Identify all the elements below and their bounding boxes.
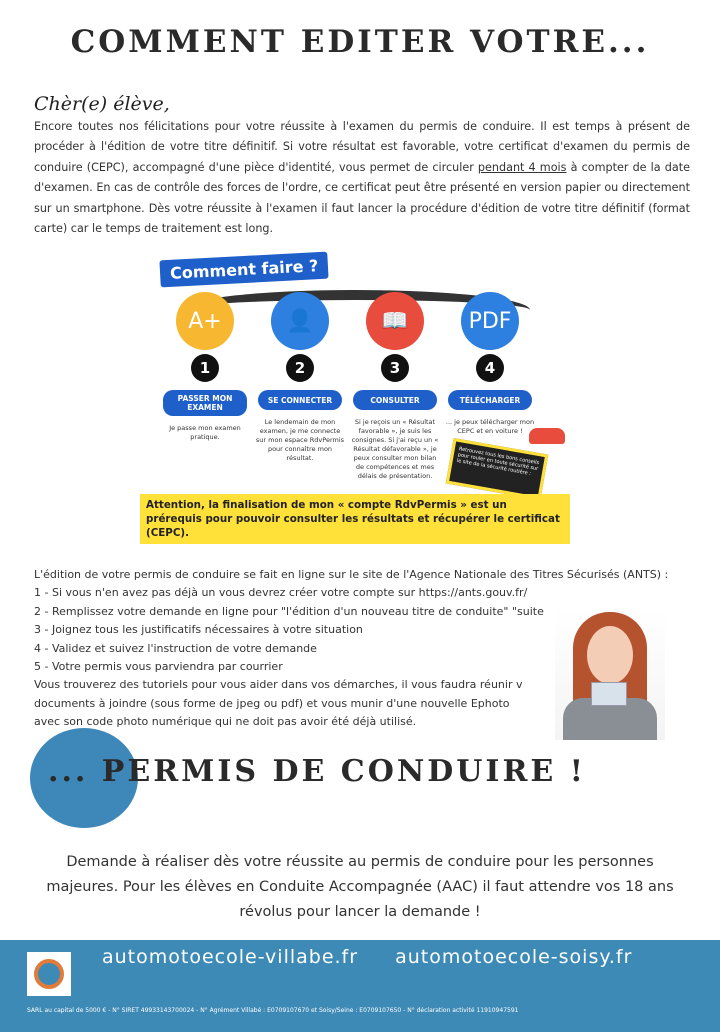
permis-title: ... PERMIS DE CONDUIRE ! xyxy=(48,754,586,789)
step-label: SE CONNECTER xyxy=(258,390,342,410)
step-3 xyxy=(350,292,440,481)
infographic xyxy=(146,250,575,539)
step-number: 3 xyxy=(381,354,409,382)
tutorial-text: avec son code photo numérique qui ne doit pas avoir été déjà utilisé. xyxy=(34,715,417,729)
step-4 xyxy=(445,292,535,436)
school-logo xyxy=(27,952,71,996)
infographic-heading: Comment faire ? xyxy=(159,252,329,288)
intro-text-end: à compter de la date d'examen. En cas de contrôle des forces de l'ordre, ce certificat peut être présenté en version papier ou directement sur un smartphone. Dès votre réussite à l'examen il faut lancer la procédure d'édition de votre titre définitif (format carte) car le temps de traitement est long. xyxy=(34,160,690,236)
license-card-image xyxy=(591,682,627,706)
step-number: 2 xyxy=(286,354,314,382)
demand-note: Demande à réaliser dès votre réussite au permis de conduire pour les personnes majeures. Pour les élèves en Conduite Accompagnée (AAC) il faut attendre vos 18 ans révolus pour lancer la demande ! xyxy=(46,854,674,920)
warning-banner: Attention, la finalisation de mon « compte RdvPermis » est un prérequis pour pouvoir consulter les résultats et récupérer le certificat (CEPC). xyxy=(140,494,570,544)
instructions xyxy=(34,566,669,732)
step-icon: A+ xyxy=(176,292,234,350)
instruction-step: 1 - Si vous n'en avez pas déjà un vous devrez créer votre compte sur https://ants.gouv.fr/ xyxy=(34,586,528,600)
site-link-villabe[interactable]: automotoecole-villabe.fr xyxy=(102,946,359,968)
site-link-soisy[interactable]: automotoecole-soisy.fr xyxy=(395,946,633,968)
step-label: TÉLÉCHARGER xyxy=(448,390,532,410)
step-icon: 👤 xyxy=(271,292,329,350)
intro-underlined: pendant 4 mois xyxy=(477,160,567,174)
page-title: COMMENT EDITER VOTRE... xyxy=(70,24,650,60)
step-2 xyxy=(255,292,345,463)
instruction-step: 5 - Votre permis vous parviendra par courrier xyxy=(34,660,283,674)
safety-box: Retrouvez tous les bons conseils pour rouler en toute sécurité sur le site de la sécurité routière : xyxy=(446,438,549,500)
car-icon xyxy=(529,428,565,444)
step-icon: 📖 xyxy=(366,292,424,350)
step-icon: PDF xyxy=(461,292,519,350)
step-label: CONSULTER xyxy=(353,390,437,410)
instructions-intro: L'édition de votre permis de conduire se fait en ligne sur le site de l'Agence Nationale des Titres Sécurisés (ANTS) : xyxy=(34,568,669,581)
step-number: 1 xyxy=(191,354,219,382)
step-description: Je passe mon examen pratique. xyxy=(169,424,241,441)
instruction-step: 4 - Validez et suivez l'instruction de votre demande xyxy=(34,641,317,655)
step-description: Si je reçois un « Résultat favorable », je suis les consignes. Si j'ai reçu un « Résultat défavorable », je peux consulter mon bilan de compétences et mes délais de présentation. xyxy=(351,418,439,480)
tutorial-text: documents à joindre (sous forme de jpeg ou pdf) et vous munir d'une nouvelle Ephoto xyxy=(34,696,510,710)
intro-paragraph xyxy=(34,117,690,239)
tutorial-text: Vous trouverez des tutoriels pour vous aider dans vos démarches, il vous faudra réunir v xyxy=(34,678,523,692)
greeting: Chèr(e) élève, xyxy=(34,93,170,115)
student-photo xyxy=(555,606,665,740)
footer xyxy=(0,940,720,1032)
legal-info: SARL au capital de 5000 € - N° SIRET 49933143700024 - N° Agrément Villabé : E0709107670 et Soisy/Seine : E0709107650 - N° déclaration activité 11910947591 xyxy=(27,1007,519,1014)
step-description: ... je peux télécharger mon CEPC et en voiture ! xyxy=(445,418,535,435)
step-number: 4 xyxy=(476,354,504,382)
step-1 xyxy=(160,292,250,442)
intro-text: Encore toutes nos félicitations pour votre réussite à l'examen du permis de conduire. Il est temps à présent de procéder à l'édition de votre titre définitif. Si votre résultat est favorable, votre certificat d'examen du permis de conduire (CEPC), accompagné d'une pièce d'identité, vous permet de circuler xyxy=(34,120,690,174)
instruction-step: 3 - Joignez tous les justificatifs nécessaires à votre situation xyxy=(34,623,363,637)
step-description: Le lendemain de mon examen, je me connecte sur mon espace RdvPermis pour connaître mon résultat. xyxy=(255,418,345,462)
step-label: PASSER MON EXAMEN xyxy=(163,390,247,416)
instruction-step: 2 - Remplissez votre demande en ligne pour "l'édition d'un nouveau titre de conduite" "suite xyxy=(34,604,544,618)
